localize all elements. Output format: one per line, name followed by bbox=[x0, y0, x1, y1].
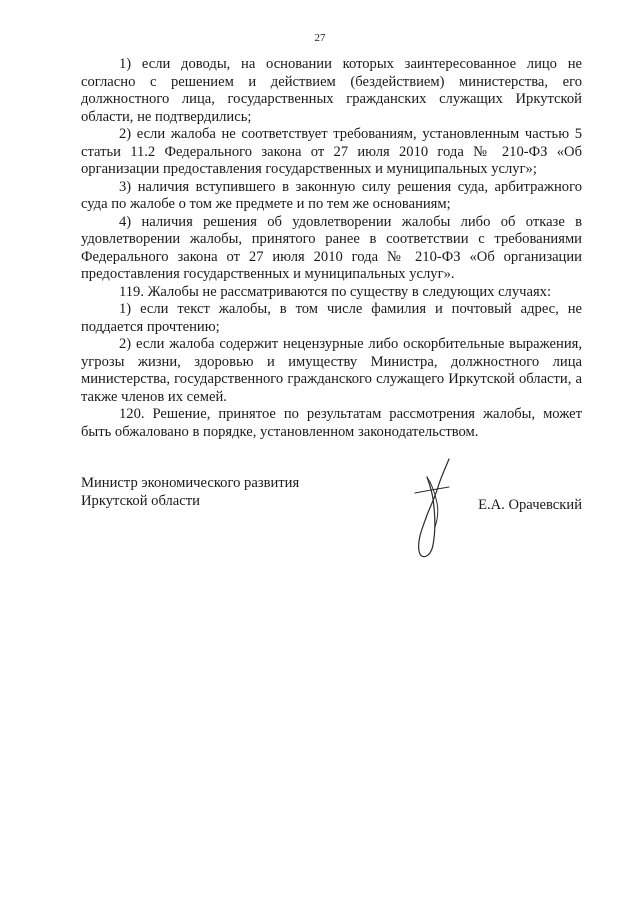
paragraph-item: 1) если доводы, на основании которых заинтересованное лицо не согласно с решением и действием (бездействием) министерства, его должностного лица, государственных гражданских служащих Иркутской области, не подтвердились; bbox=[81, 56, 582, 125]
paragraph-item: 119. Жалобы не рассматриваются по существу в следующих случаях: bbox=[119, 283, 552, 300]
paragraph-item: 2) если жалоба содержит нецензурные либо оскорбительные выражения, угрозы жизни, здоровью и имуществу Министра, должностного лица министерства, государственного гражданского служащего Иркутской области, а также членов их семей. bbox=[81, 336, 582, 405]
signature-block bbox=[81, 475, 582, 575]
signer-title-line: Иркутской области bbox=[81, 492, 200, 509]
paragraph-item: 3) наличия вступившего в законную силу решения суда, арбитражного суда по жалобе о том же предмете и по тем же основаниям; bbox=[81, 178, 582, 212]
signer-name: Е.А. Орачевский bbox=[478, 497, 582, 513]
paragraph-item: 2) если жалоба не соответствует требованиям, установленным частью 5 статьи 11.2 Федерального закона от 27 июля 2010 года № 210-ФЗ «Об организации предоставления государственных и муниципальных услуг»; bbox=[81, 126, 582, 177]
paragraph-item: 4) наличия решения об удовлетворении жалобы либо об отказе в удовлетворении жалобы, принятого ранее в соответствии с требованиями Федерального закона от 27 июля 2010 года № 210-ФЗ «Об организации предоставления государственных и муниципальных услуг». bbox=[81, 213, 582, 282]
document-body bbox=[81, 56, 582, 441]
handwritten-signature-icon bbox=[405, 457, 465, 565]
paragraph-item: 1) если текст жалобы, в том числе фамилия и почтовый адрес, не поддается прочтению; bbox=[81, 301, 582, 335]
page-number: 27 bbox=[314, 32, 326, 44]
signer-title-line: Министр экономического развития bbox=[81, 475, 300, 491]
signer-title bbox=[81, 475, 299, 510]
paragraph-item: 120. Решение, принятое по результатам рассмотрения жалобы, может быть обжаловано в порядке, установленном законодательством. bbox=[81, 406, 582, 440]
